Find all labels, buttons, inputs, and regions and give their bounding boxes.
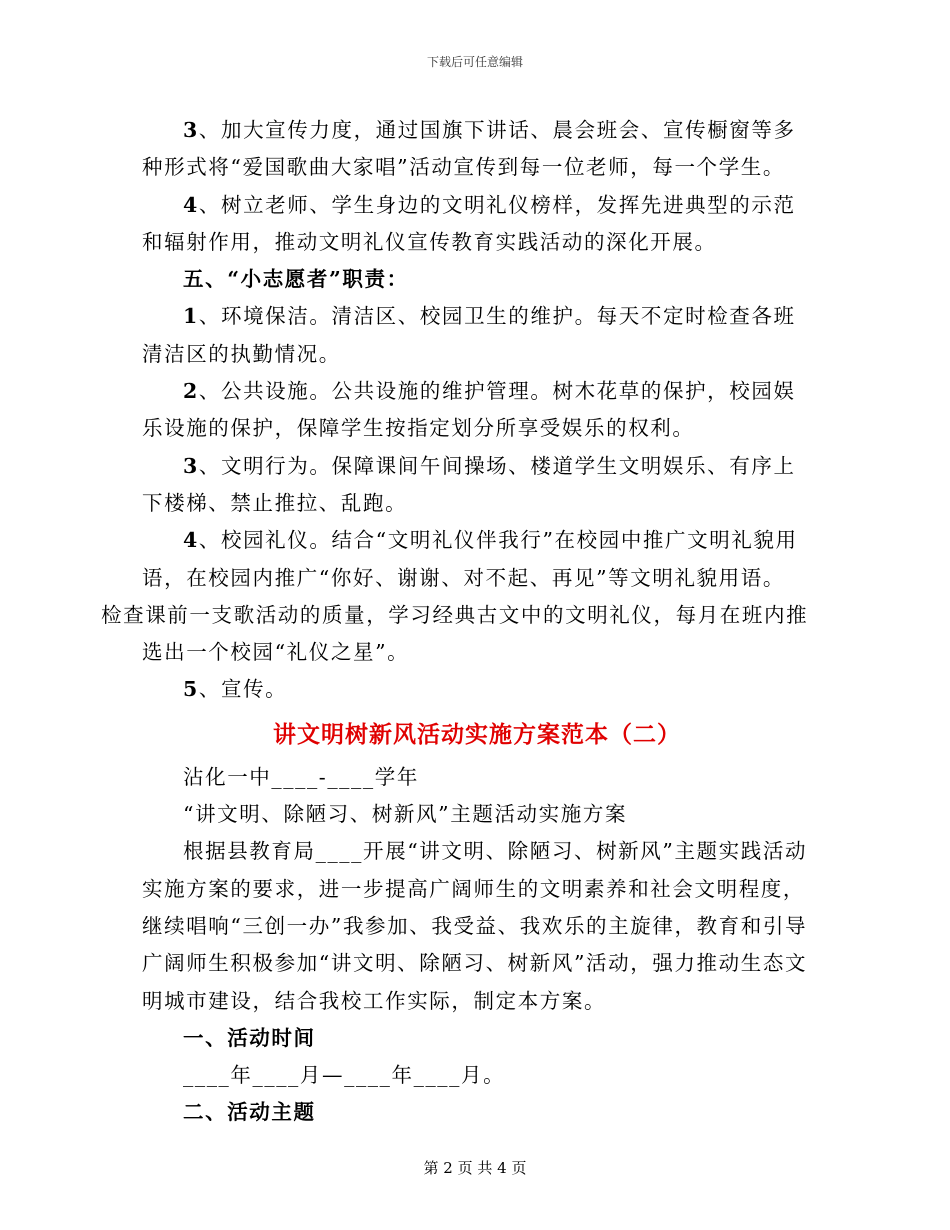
section-heading-activity-time: 一、活动时间 <box>183 1025 316 1050</box>
paragraph-role-model <box>142 187 812 262</box>
item-number: 1 <box>183 304 199 329</box>
paragraph-text: 、环境保洁。清洁区、校园卫生的维护。每天不定时检查各班清洁区的执勤情况。 <box>142 304 796 366</box>
page-footer: 第 2 页 共 4 页 <box>423 1159 527 1177</box>
paragraph-text: 、加大宣传力度，通过国旗下讲话、晨会班会、宣传橱窗等多种形式将“爱国歌曲大家唱”活动宣传到每一位老师，每一个学生。 <box>142 118 796 180</box>
paragraph-text: 、公共设施。公共设施的维护管理。树木花草的保护，校园娱乐设施的保护，保障学生按指定划分所享受娱乐的权利。 <box>142 379 796 441</box>
paragraph-environment <box>142 298 812 373</box>
paragraph-plan-name: “讲文明、除陋习、树新风”主题活动实施方案 <box>183 802 628 827</box>
paragraph-behavior <box>142 448 812 523</box>
paragraph-text: 、文明行为。保障课间午间操场、楼道学生文明娱乐、有序上下楼梯、禁止推拉、乱跑。 <box>142 453 796 515</box>
document-body <box>101 112 812 1132</box>
paragraph-date-range: ____年____月—____年____月。 <box>183 1063 506 1088</box>
paragraph-school-year: 沾化一中____-____学年 <box>183 764 419 789</box>
item-number: 3 <box>183 453 199 478</box>
paragraph-text: 、校园礼仪。结合“文明礼仪伴我行”在校园中推广文明礼貌用语，在校园内推广“你好、谢谢、对不起、再见”等文明礼貌用语。 <box>142 528 798 590</box>
item-number: 4 <box>183 192 199 217</box>
paragraph-text: 、宣传。 <box>198 677 288 702</box>
paragraph-text-continued: 检查课前一支歌活动的质量，学习经典古文中的文明礼仪，每月在班内推选出一个校园“礼仪之星”。 <box>101 602 809 665</box>
paragraph-text: 、树立老师、学生身边的文明礼仪榜样，发挥先进典型的示范和辐射作用，推动文明礼仪宣传教育实践活动的深化开展。 <box>142 192 796 254</box>
item-number: 2 <box>183 379 199 404</box>
item-number: 3 <box>183 118 199 142</box>
page-header: 下载后可任意编辑 <box>426 55 523 69</box>
section-heading-activity-theme: 二、活动主题 <box>183 1100 316 1125</box>
item-number: 4 <box>183 528 199 553</box>
paragraph-promotion <box>142 671 812 708</box>
paragraph-facilities <box>142 373 812 448</box>
section-heading-volunteer-duties: 五、“小志愿者”职责： <box>183 267 409 292</box>
section-title: 讲文明树新风活动实施方案范本（二） <box>273 720 681 748</box>
item-number: 5 <box>183 677 199 702</box>
paragraph-etiquette <box>101 522 812 671</box>
paragraph-introduction: 根据县教育局____开展“讲文明、除陋习、树新风”主题实践活动实施方案的要求，进一步提高广阔师生的文明素养和社会文明程度，继续唱响“三创一办”我参加、我受益、我欢乐的主旋律，教育和引导广阔师生积极参加“讲文明、除陋习、树新风”活动，强力推动生态文明城市建设，结合我校工作实际，制定本方案。 <box>142 839 808 1013</box>
paragraph-publicity <box>142 112 812 187</box>
